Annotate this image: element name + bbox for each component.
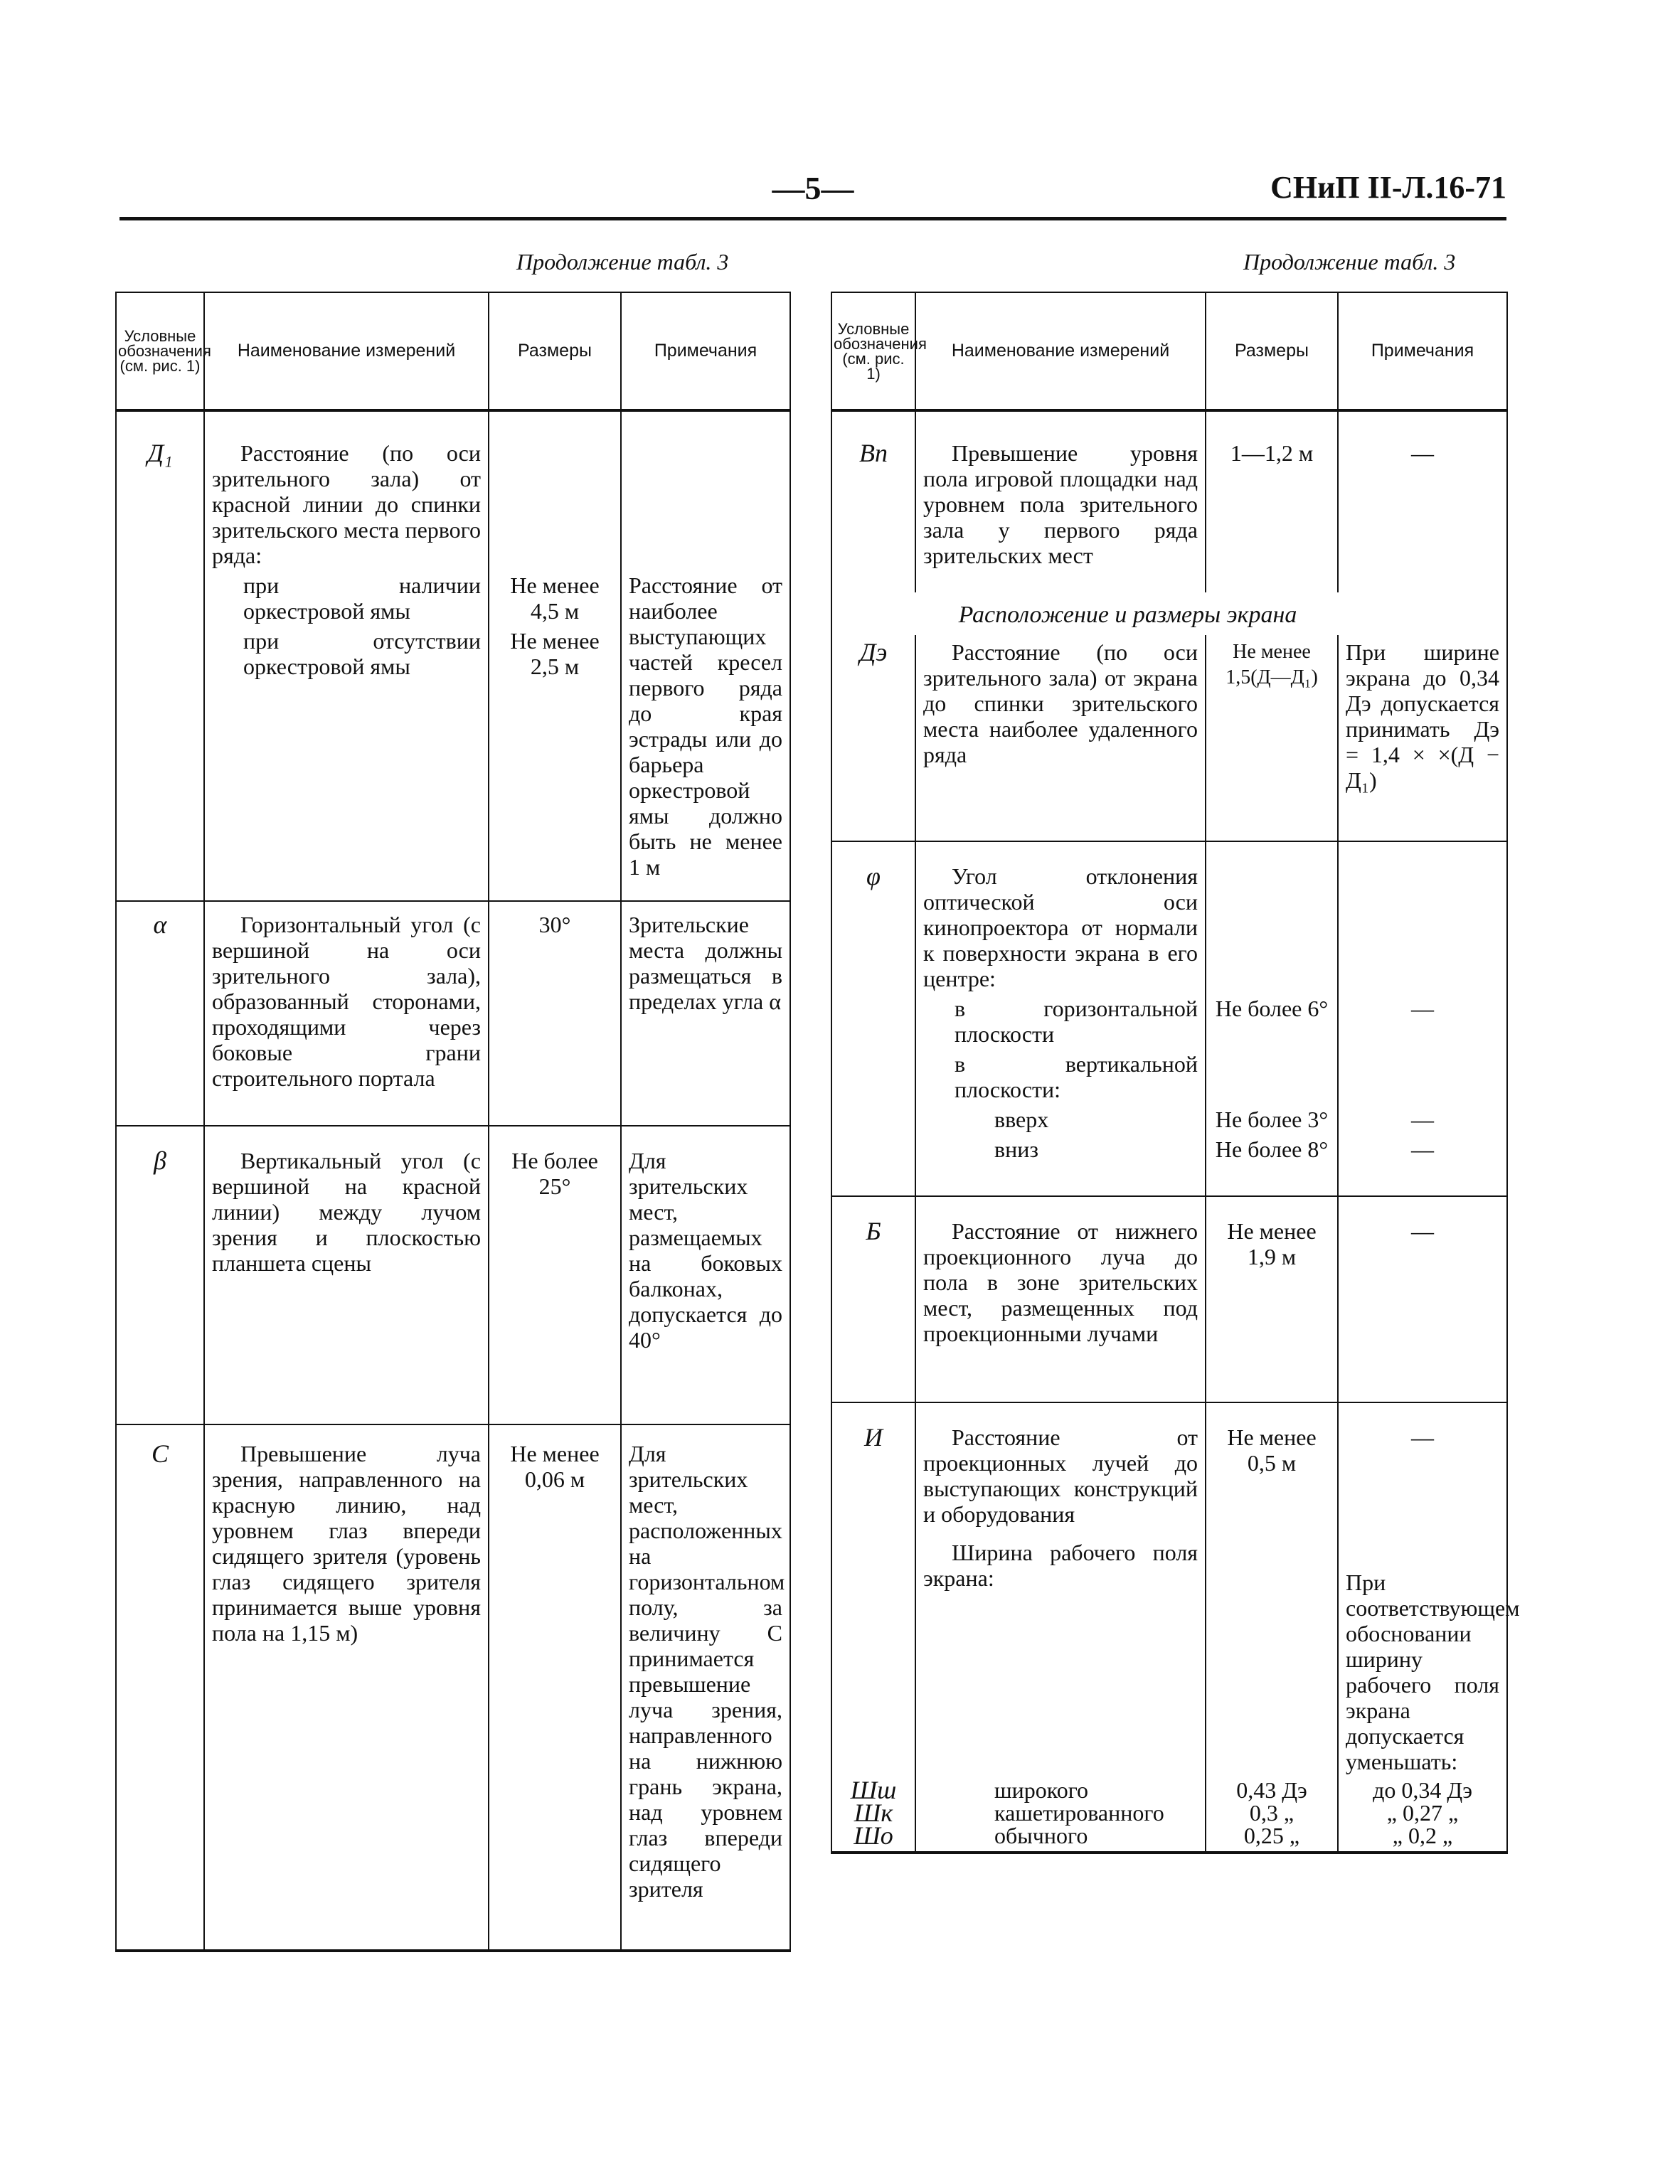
table-row bbox=[116, 901, 790, 1126]
table-row bbox=[116, 410, 790, 568]
table-row bbox=[116, 568, 790, 624]
row-note: При соответствующем обосновании ширину рабочего поля экрана допускается уменьшать: bbox=[1338, 1527, 1507, 1774]
row-symbol: Вп bbox=[831, 410, 915, 592]
row-symbol: Шк bbox=[831, 1801, 915, 1824]
row-symbol bbox=[831, 1102, 915, 1132]
row-note: „ 0,2 „ bbox=[1338, 1824, 1507, 1853]
row-size: 0,3 „ bbox=[1206, 1801, 1338, 1824]
row-name: Расстояние от проекционных лучей до выступающих конструкций и оборудования bbox=[915, 1402, 1206, 1527]
col-name-header: Наименование измерений bbox=[204, 292, 489, 410]
row-symbol: β bbox=[116, 1126, 204, 1424]
row-size: Не менее 4,5 м bbox=[489, 568, 621, 624]
table-row bbox=[831, 1132, 1507, 1196]
row-symbol: Шш bbox=[831, 1774, 915, 1801]
row-name: Угол отклонения оптической оси кинопроектора от нормали к поверхности экрана в его центре: bbox=[915, 841, 1206, 991]
row-symbol bbox=[116, 624, 204, 901]
row-note: — bbox=[1338, 1196, 1507, 1402]
row-size: Не более 25° bbox=[489, 1126, 621, 1424]
row-size bbox=[489, 410, 621, 568]
table-row bbox=[831, 841, 1507, 991]
row-symbol: Б bbox=[831, 1196, 915, 1402]
right-table bbox=[831, 292, 1520, 1854]
row-name: Превышение луча зрения, направленного на красную линию, над уровнем глаз впереди сидящего зрителя (уровень глаз сидящего зрителя принимается выше уровня пола на 1,15 м) bbox=[204, 1424, 489, 1951]
row-size: 0,25 „ bbox=[1206, 1824, 1338, 1853]
row-note: Расстояние от наиболее выступающих частей кресел первого ряда до края эстрады или до барьера оркестровой ямы должно быть не менее 1 м bbox=[621, 568, 790, 901]
row-note: — bbox=[1338, 410, 1507, 592]
row-note: — bbox=[1338, 991, 1507, 1047]
row-size: Не более 6° bbox=[1206, 991, 1338, 1047]
continuation-label-right: Продолжение табл. 3 bbox=[1243, 249, 1456, 275]
row-note bbox=[1338, 1047, 1507, 1102]
page-number: —5— bbox=[772, 170, 854, 206]
col-note-header: Примечания bbox=[1338, 292, 1507, 410]
row-name: кашетированного bbox=[915, 1801, 1206, 1824]
row-name: Горизонтальный угол (с вершиной на оси зрительного зала), образованный сторонами, проходящими через боковые грани строительного портала bbox=[204, 901, 489, 1126]
row-symbol bbox=[831, 1132, 915, 1196]
row-note: — bbox=[1338, 1402, 1507, 1527]
table-row bbox=[116, 1126, 790, 1424]
row-size: 1—1,2 м bbox=[1206, 410, 1338, 592]
row-size: Не менее 1,9 м bbox=[1206, 1196, 1338, 1402]
table-row bbox=[831, 1402, 1507, 1527]
section-title: Расположение и размеры экрана bbox=[831, 592, 1338, 635]
row-symbol: Дэ bbox=[831, 635, 915, 841]
row-symbol: Шо bbox=[831, 1824, 915, 1853]
row-size bbox=[1206, 1047, 1338, 1102]
row-name: Вертикальный угол (с вершиной на красной линии) между лучом зрения и плоскостью планшета сцены bbox=[204, 1126, 489, 1424]
row-name: обычного bbox=[915, 1824, 1206, 1853]
table-row bbox=[831, 1774, 1507, 1801]
row-size: 0,43 Дэ bbox=[1206, 1774, 1338, 1801]
table-row bbox=[831, 1047, 1507, 1102]
col-symbol-header: Условные обозначения (см. рис. 1) bbox=[831, 292, 915, 410]
row-size: Не более 8° bbox=[1206, 1132, 1338, 1196]
row-name: вверх bbox=[915, 1102, 1206, 1132]
table-row bbox=[831, 991, 1507, 1047]
document-code: СНиП II-Л.16-71 bbox=[1270, 170, 1506, 205]
row-name: в горизонтальной плоскости bbox=[915, 991, 1206, 1047]
table-row bbox=[831, 1801, 1507, 1824]
row-note: При ширине экрана до 0,34 Дэ допускается принимать Дэ = 1,4 × ×(Д − Д₁) bbox=[1338, 635, 1507, 841]
row-note: Для зрительских мест, расположенных на горизонтальном полу, за величину С принимается превышение луча зрения, направленного на нижнюю грань экрана, над уровнем глаз впереди сидящего зрителя bbox=[621, 1424, 790, 1951]
col-size-header: Размеры bbox=[489, 292, 621, 410]
row-name: Расстояние (по оси зрительного зала) от экрана до спинки зрительского места наиболее удаленного ряда bbox=[915, 635, 1206, 841]
row-note: — bbox=[1338, 1132, 1507, 1196]
row-note: до 0,34 Дэ bbox=[1338, 1774, 1507, 1801]
row-symbol: α bbox=[116, 901, 204, 1126]
table-row bbox=[831, 635, 1507, 841]
row-size: Не менее 0,5 м bbox=[1206, 1402, 1338, 1527]
row-note: Зрительские места должны размещаться в пределах угла α bbox=[621, 901, 790, 1126]
row-symbol: И bbox=[831, 1402, 915, 1527]
row-symbol: φ bbox=[831, 841, 915, 991]
row-size: 30° bbox=[489, 901, 621, 1126]
row-symbol bbox=[831, 991, 915, 1047]
header-rule bbox=[119, 217, 1506, 220]
row-name: при наличии оркестровой ямы bbox=[204, 568, 489, 624]
row-symbol bbox=[831, 1527, 915, 1774]
row-name: Расстояние (по оси зрительного зала) от красной линии до спинки зрительского места первого ряда: bbox=[204, 410, 489, 568]
page-header bbox=[119, 169, 1506, 212]
row-name: при отсутствии оркестровой ямы bbox=[204, 624, 489, 901]
row-symbol bbox=[116, 568, 204, 624]
row-note: Для зрительских мест, размещаемых на боковых балконах, допускается до 40° bbox=[621, 1126, 790, 1424]
row-name: в вертикальной плоскости: bbox=[915, 1047, 1206, 1102]
row-size: Не менее 1,5(Д—Д₁) bbox=[1206, 635, 1338, 841]
row-name: вниз bbox=[915, 1132, 1206, 1196]
table-row bbox=[831, 1824, 1507, 1853]
table-row bbox=[831, 410, 1507, 592]
row-size bbox=[1206, 1527, 1338, 1774]
row-note bbox=[621, 410, 790, 568]
row-note bbox=[1338, 841, 1507, 991]
row-name: Расстояние от нижнего проекционного луча до пола в зоне зрительских мест, размещенных под проекционными лучами bbox=[915, 1196, 1206, 1402]
row-name: Превышение уровня пола игровой площадки над уровнем пола зрительного зала у первого ряда зрительских мест bbox=[915, 410, 1206, 592]
row-note: „ 0,27 „ bbox=[1338, 1801, 1507, 1824]
row-name: широкого bbox=[915, 1774, 1206, 1801]
row-symbol: Д₁ bbox=[116, 410, 204, 568]
row-size: Не более 3° bbox=[1206, 1102, 1338, 1132]
row-note: — bbox=[1338, 1102, 1507, 1132]
row-size: Не менее 0,06 м bbox=[489, 1424, 621, 1951]
table-row bbox=[831, 1102, 1507, 1132]
row-size: Не менее 2,5 м bbox=[489, 624, 621, 901]
table-row bbox=[831, 1196, 1507, 1402]
col-size-header: Размеры bbox=[1206, 292, 1338, 410]
continuation-label-left: Продолжение табл. 3 bbox=[516, 249, 729, 275]
section-title-row bbox=[831, 592, 1507, 635]
row-name: Ширина рабочего поля экрана: bbox=[915, 1527, 1206, 1774]
row-symbol: С bbox=[116, 1424, 204, 1951]
col-symbol-header: Условные обозначения (см. рис. 1) bbox=[116, 292, 204, 410]
row-symbol bbox=[831, 1047, 915, 1102]
col-note-header: Примечания bbox=[621, 292, 790, 410]
table-row bbox=[116, 1424, 790, 1951]
col-name-header: Наименование измерений bbox=[915, 292, 1206, 410]
table-row bbox=[831, 1527, 1507, 1774]
row-size bbox=[1206, 841, 1338, 991]
left-table bbox=[115, 292, 791, 1952]
